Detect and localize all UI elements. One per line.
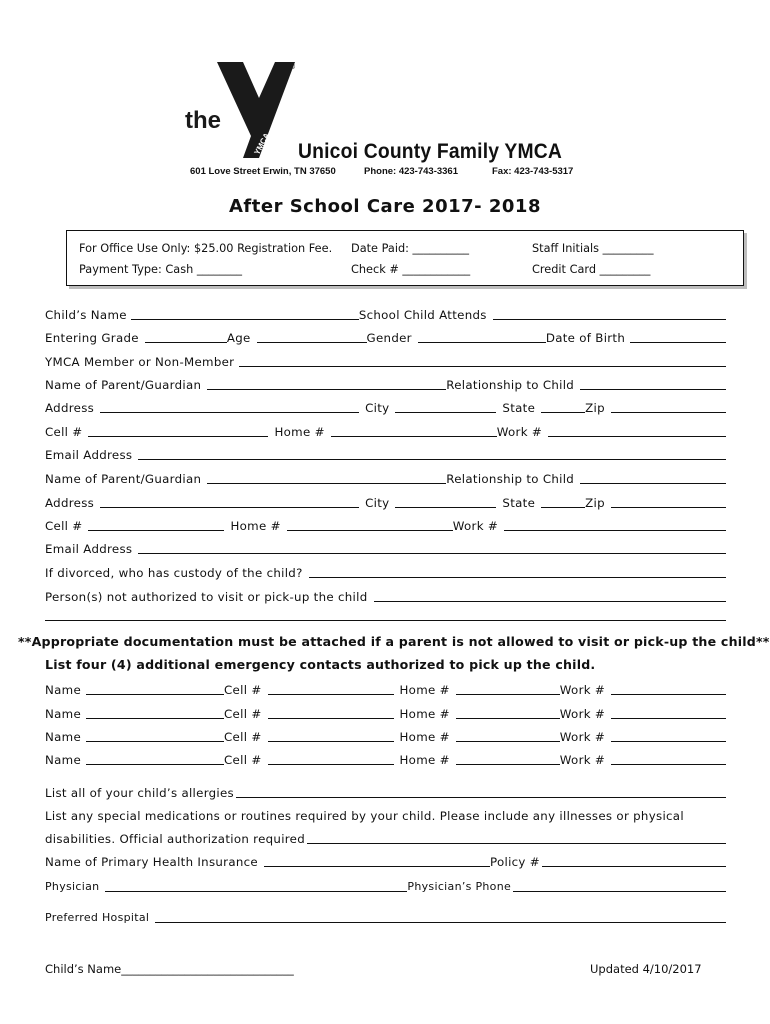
- policy-field[interactable]: [542, 854, 726, 867]
- city2-label: City: [365, 496, 390, 510]
- contact1-cell-field[interactable]: [268, 682, 394, 695]
- contact4-work-label: Work #: [559, 753, 606, 767]
- logo-ymca-text: YMCA: [252, 131, 272, 157]
- cell1-field[interactable]: [88, 424, 268, 437]
- relationship2-field[interactable]: [580, 471, 726, 484]
- city1-field[interactable]: [395, 400, 496, 413]
- contact2-home-label: Home #: [399, 707, 450, 721]
- childs-name-field[interactable]: [131, 307, 359, 320]
- school-field[interactable]: [493, 307, 726, 320]
- row-allergies: [45, 784, 726, 800]
- contact3-home-label: Home #: [399, 730, 450, 744]
- footer-childs-name[interactable]: Child’s Name______________________________: [45, 962, 294, 976]
- contact3-cell-field[interactable]: [268, 729, 394, 742]
- address1-label: Address: [45, 401, 95, 415]
- dob-label: Date of Birth: [545, 331, 626, 345]
- not-authorized-field[interactable]: [374, 589, 727, 602]
- contact2-cell-field[interactable]: [268, 706, 394, 719]
- row-insurance: [45, 853, 726, 869]
- contact3-name-label: Name: [45, 730, 82, 744]
- row-phones1: [45, 423, 726, 439]
- contact3-work-label: Work #: [559, 730, 606, 744]
- childs-name-label: Child’s Name: [45, 308, 127, 322]
- zip2-label: Zip: [585, 496, 605, 510]
- allergies-field[interactable]: [236, 785, 726, 798]
- insurance-label: Name of Primary Health Insurance: [45, 855, 258, 869]
- work1-label: Work #: [496, 425, 543, 439]
- logo-registered-mark: ®: [290, 64, 296, 71]
- row-medications: [45, 807, 726, 823]
- row-contact-3: [45, 728, 726, 744]
- row-address1: [45, 399, 726, 415]
- contact1-name-field[interactable]: [86, 682, 224, 695]
- org-address: 601 Love Street Erwin, TN 37650: [190, 166, 336, 177]
- age-field[interactable]: [257, 330, 367, 343]
- home1-field[interactable]: [331, 424, 497, 437]
- zip1-field[interactable]: [611, 400, 726, 413]
- cell2-field[interactable]: [88, 518, 224, 531]
- org-phone: Phone: 423-743-3361: [364, 166, 458, 177]
- row-contact-4: [45, 751, 726, 767]
- row-contact-1: [45, 681, 726, 697]
- row-physician: [45, 878, 726, 894]
- contact3-name-field[interactable]: [86, 729, 224, 742]
- contact4-work-field[interactable]: [611, 752, 726, 765]
- relationship2-label: Relationship to Child: [446, 472, 575, 486]
- contact2-name-label: Name: [45, 707, 82, 721]
- city2-field[interactable]: [395, 495, 496, 508]
- relationship1-field[interactable]: [580, 377, 726, 390]
- ymca-member-label: YMCA Member or Non-Member: [45, 355, 235, 369]
- not-authorized-field-line2[interactable]: [45, 620, 726, 621]
- org-fax: Fax: 423-743-5317: [492, 166, 574, 177]
- state2-label: State: [502, 496, 536, 510]
- contact4-home-label: Home #: [399, 753, 450, 767]
- contact3-home-field[interactable]: [456, 729, 560, 742]
- contact1-cell-label: Cell #: [224, 683, 262, 697]
- contact1-work-label: Work #: [559, 683, 606, 697]
- address2-field[interactable]: [100, 495, 359, 508]
- grade-label: Entering Grade: [45, 331, 139, 345]
- logo-the-text: the: [185, 107, 221, 134]
- physicians-phone-label: Physician’s Phone: [407, 880, 512, 893]
- row-child-name: [45, 306, 726, 322]
- row-custody: [45, 564, 726, 580]
- disabilities-label: disabilities. Official authorization required: [45, 832, 306, 846]
- contact1-home-label: Home #: [399, 683, 450, 697]
- documentation-note: **Appropriate documentation must be attached if a parent is not allowed to visit or pick-up the child**: [18, 634, 770, 649]
- policy-label: Policy #: [489, 855, 540, 869]
- row-contact-2: [45, 705, 726, 721]
- ymca-y-logo-icon: [185, 58, 305, 168]
- footer-updated: Updated 4/10/2017: [590, 962, 702, 976]
- age-label: Age: [226, 331, 251, 345]
- contact2-cell-label: Cell #: [224, 707, 262, 721]
- office-staff-initials[interactable]: Staff Initials _________: [532, 242, 654, 255]
- not-authorized-label: Person(s) not authorized to visit or pick-up the child: [45, 590, 368, 604]
- office-credit-card[interactable]: Credit Card _________: [532, 263, 651, 276]
- email2-label: Email Address: [45, 542, 133, 556]
- org-name: Unicoi County Family YMCA: [298, 140, 563, 163]
- city1-label: City: [365, 401, 390, 415]
- contact2-work-label: Work #: [559, 707, 606, 721]
- home2-label: Home #: [230, 519, 281, 533]
- parent1-label: Name of Parent/Guardian: [45, 378, 202, 392]
- row-disabilities: [45, 830, 726, 846]
- parent1-field[interactable]: [207, 377, 446, 390]
- contact4-home-field[interactable]: [456, 752, 560, 765]
- row-email1: [45, 446, 726, 462]
- row-grade: [45, 329, 726, 345]
- disabilities-field[interactable]: [307, 831, 726, 844]
- custody-label: If divorced, who has custody of the child?: [45, 566, 303, 580]
- school-label: School Child Attends: [358, 308, 487, 322]
- parent2-field[interactable]: [207, 471, 446, 484]
- insurance-field[interactable]: [264, 854, 490, 867]
- row-parent1: [45, 376, 726, 392]
- office-registration-fee: For Office Use Only: $25.00 Registration Fee.: [79, 242, 333, 255]
- row-phones2: [45, 517, 726, 533]
- medications-label: List any special medications or routines required by your child. Please include any illnesses or physical: [45, 809, 684, 823]
- work1-field[interactable]: [548, 424, 726, 437]
- email2-field[interactable]: [138, 541, 726, 554]
- relationship1-label: Relationship to Child: [446, 378, 575, 392]
- state2-field[interactable]: [541, 495, 585, 508]
- cell2-label: Cell #: [45, 519, 83, 533]
- gender-field[interactable]: [418, 330, 546, 343]
- contact2-name-field[interactable]: [86, 706, 224, 719]
- contact4-name-label: Name: [45, 753, 82, 767]
- office-payment-type[interactable]: Payment Type: Cash ________: [79, 263, 243, 276]
- state1-field[interactable]: [541, 400, 585, 413]
- physicians-phone-field[interactable]: [513, 879, 726, 892]
- gender-label: Gender: [366, 331, 412, 345]
- contact2-home-field[interactable]: [456, 706, 560, 719]
- contact1-name-label: Name: [45, 683, 82, 697]
- row-not-authorized: [45, 588, 726, 604]
- office-use-box: [66, 230, 744, 286]
- form-title: After School Care 2017- 2018: [229, 196, 541, 217]
- dob-field[interactable]: [630, 330, 726, 343]
- emergency-contacts-heading: List four (4) additional emergency contacts authorized to pick up the child.: [45, 657, 596, 672]
- zip1-label: Zip: [585, 401, 605, 415]
- home2-field[interactable]: [287, 518, 453, 531]
- parent2-label: Name of Parent/Guardian: [45, 472, 202, 486]
- physician-field[interactable]: [105, 879, 407, 892]
- work2-field[interactable]: [504, 518, 726, 531]
- address1-field[interactable]: [100, 400, 359, 413]
- email1-field[interactable]: [138, 447, 726, 460]
- allergies-label: List all of your child’s allergies: [45, 786, 235, 800]
- home1-label: Home #: [274, 425, 325, 439]
- hospital-field[interactable]: [155, 910, 726, 923]
- contact4-cell-label: Cell #: [224, 753, 262, 767]
- row-parent2: [45, 470, 726, 486]
- email1-label: Email Address: [45, 448, 133, 462]
- office-date-paid[interactable]: Date Paid: __________: [351, 242, 470, 255]
- ymca-member-field[interactable]: [239, 354, 726, 367]
- state1-label: State: [502, 401, 536, 415]
- work2-label: Work #: [452, 519, 499, 533]
- contact3-work-field[interactable]: [611, 729, 726, 742]
- ymca-logo: [185, 58, 305, 168]
- contact3-cell-label: Cell #: [224, 730, 262, 744]
- address2-label: Address: [45, 496, 95, 510]
- row-address2: [45, 494, 726, 510]
- row-email2: [45, 540, 726, 556]
- row-hospital: [45, 909, 726, 925]
- row-ymca-member: [45, 353, 726, 369]
- physician-label: Physician: [45, 880, 100, 893]
- contact2-work-field[interactable]: [611, 706, 726, 719]
- hospital-label: Preferred Hospital: [45, 911, 150, 924]
- contact4-name-field[interactable]: [86, 752, 224, 765]
- grade-field[interactable]: [145, 330, 227, 343]
- zip2-field[interactable]: [611, 495, 726, 508]
- office-check[interactable]: Check # ____________: [351, 263, 471, 276]
- contact1-work-field[interactable]: [611, 682, 726, 695]
- custody-field[interactable]: [309, 565, 726, 578]
- contact1-home-field[interactable]: [456, 682, 560, 695]
- contact4-cell-field[interactable]: [268, 752, 394, 765]
- cell1-label: Cell #: [45, 425, 83, 439]
